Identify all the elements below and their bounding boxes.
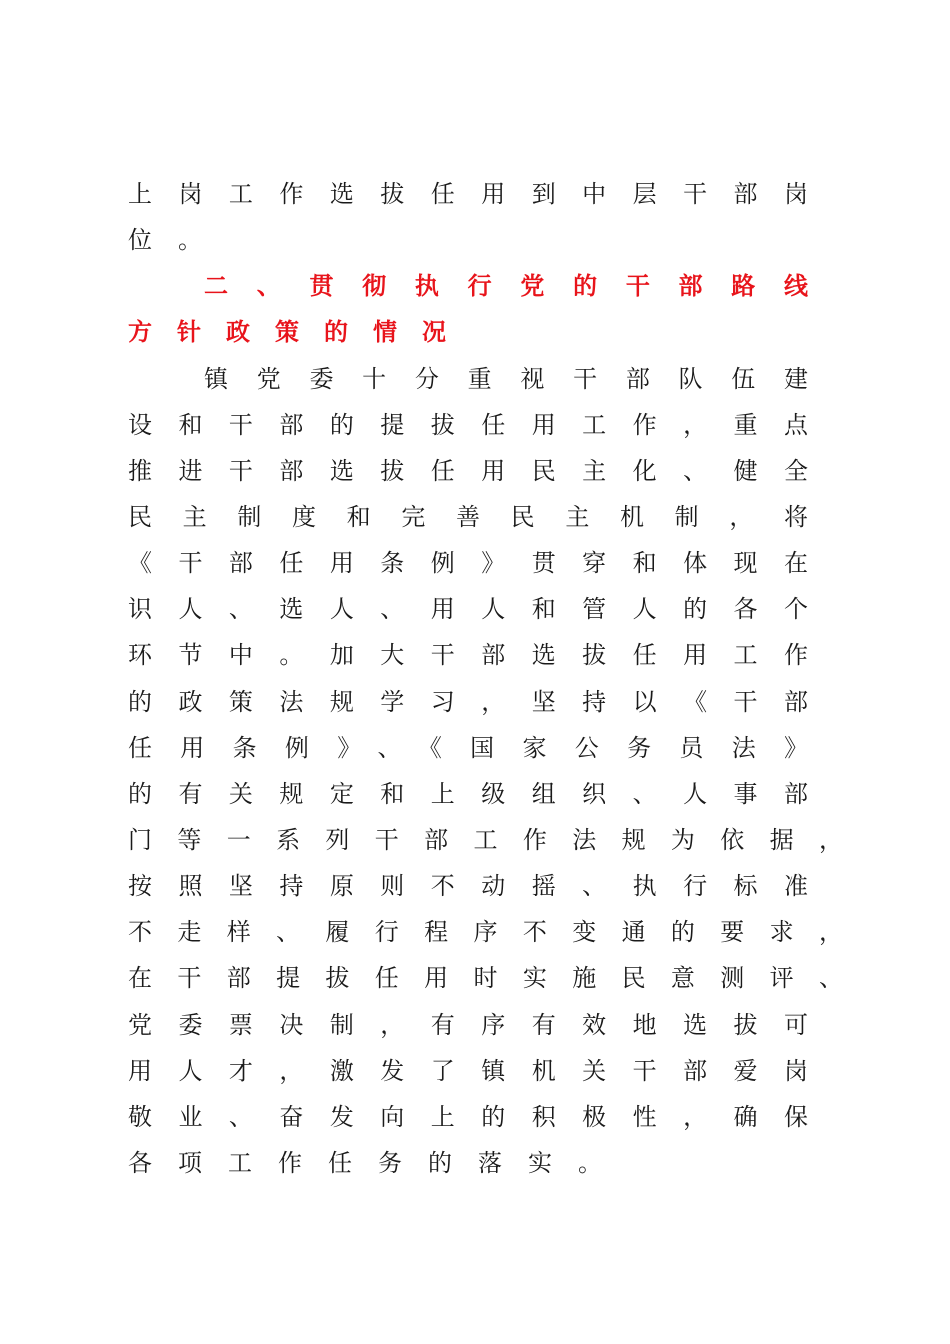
paragraph-line: 用人才，激发了镇机关干部爱岗 — [128, 1057, 808, 1085]
paragraph-line: 《干部任用条例》贯穿和体现在 — [128, 549, 808, 577]
paragraph-line: 的有关规定和上级组织、人事部 — [128, 780, 808, 808]
paragraph-line: 各项工作任务的落实。 — [128, 1149, 628, 1177]
paragraph-line: 任用条例》、《国家公务员法》 — [128, 734, 808, 762]
paragraph-line: 环节中。加大干部选拔任用工作 — [128, 641, 808, 669]
paragraph-line: 按照坚持原则不动摇、执行标准 — [128, 872, 808, 900]
paragraph-line: 在干部提拔任用时实施民意测评、 — [128, 964, 843, 992]
paragraph-line: 不走样、履行程序不变通的要求， — [128, 918, 843, 946]
text-line: 位。 — [128, 226, 228, 254]
section-heading: 二、贯彻执行党的干部路线 — [204, 271, 808, 300]
paragraph-line: 民主制度和完善民主机制，将 — [128, 503, 808, 531]
paragraph-line: 敬业、奋发向上的积极性，确保 — [128, 1103, 808, 1131]
paragraph-line: 识人、选人、用人和管人的各个 — [128, 595, 808, 623]
paragraph-line: 的政策法规学习，坚持以《干部 — [128, 688, 808, 716]
paragraph-line: 党委票决制，有序有效地选拔可 — [128, 1011, 808, 1039]
paragraph-line: 镇党委十分重视干部队伍建 — [204, 365, 808, 393]
paragraph-line: 推进干部选拔任用民主化、健全 — [128, 457, 808, 485]
paragraph-line: 门等一系列干部工作法规为依据， — [128, 826, 843, 854]
text-line: 上岗工作选拔任用到中层干部岗 — [128, 180, 808, 208]
section-heading: 方针政策的情况 — [128, 317, 471, 346]
paragraph-line: 设和干部的提拔任用工作，重点 — [128, 411, 808, 439]
